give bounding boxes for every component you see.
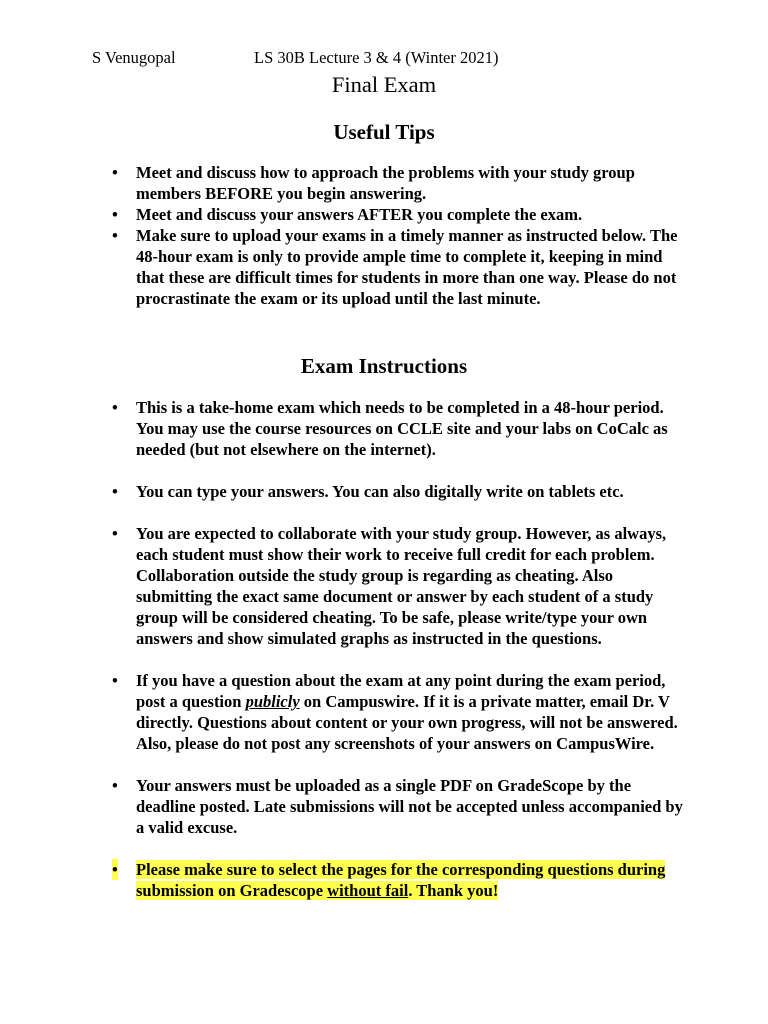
instruction-text: This is a take-home exam which needs to be completed in a 48-hour period. You may use the course resources on CCLE site and your labs on CoCalc as needed (but not elsewhere on the internet). — [136, 398, 668, 459]
instruction-item — [0, 775, 684, 838]
instructions-heading: Exam Instructions — [300, 354, 468, 378]
author-name: S Venugopal — [92, 48, 176, 67]
bullet-icon: • — [112, 205, 118, 224]
tip-item — [0, 162, 684, 204]
instruction-item — [0, 481, 684, 502]
instruction-text: You can type your answers. You can also digitally write on tablets etc. — [136, 482, 624, 501]
emphasis-publicly: publicly — [245, 692, 300, 711]
bullet-icon: • — [112, 398, 118, 417]
highlighted-instruction-item — [0, 859, 684, 901]
bullet-icon: • — [112, 776, 118, 795]
bullet-icon: • — [112, 482, 118, 501]
tip-text: Make sure to upload your exams in a timely manner as instructed below. The 48-hour exam is only to provide ample time to complete it, keeping in mind that these are difficult times for students in more than one way. Please do not procrastinate the exam or its upload until the last minute. — [136, 226, 678, 308]
tip-text: Meet and discuss how to approach the problems with your study group members BEFORE you begin answering. — [136, 163, 635, 203]
tip-item — [0, 225, 684, 309]
course-name: LS 30B Lecture 3 & 4 (Winter 2021) — [254, 48, 499, 67]
bullet-icon: • — [112, 860, 118, 879]
instruction-text: You are expected to collaborate with your study group. However, as always, each student must show their work to receive full credit for each problem. Collaboration outside the study group is regarding as cheating. Also submitting the exact same document or answer by each student of a study group will be considered cheating. To be safe, please write/type your own answers and show simulated graphs as instructed in the questions. — [136, 524, 667, 648]
bullet-icon: • — [112, 671, 118, 690]
bullet-icon: • — [112, 226, 118, 245]
bullet-icon: • — [112, 163, 118, 182]
instruction-item — [0, 523, 684, 649]
tip-text: Meet and discuss your answers AFTER you complete the exam. — [136, 205, 583, 224]
tips-heading: Useful Tips — [333, 120, 435, 144]
document-title: Final Exam — [331, 72, 437, 97]
instruction-text: Your answers must be uploaded as a single PDF on GradeScope by the deadline posted. Late submissions will not be accepted unless accompanied by a valid excuse. — [136, 776, 683, 837]
emphasis-without-fail: without fail — [327, 881, 409, 900]
highlighted-instruction-text: Please make sure to select the pages for the corresponding questions during submission on Gradescope without fail. Thank you! — [136, 860, 666, 900]
instruction-text: If you have a question about the exam at any point during the exam period, post a question publicly on Campuswire. If it is a private matter, email Dr. V directly. Questions about content or your own progress, will not be answered. Also, please do not post any screenshots of your answers on CampusWire. — [136, 671, 678, 753]
instruction-item — [0, 397, 684, 460]
instructions-list — [0, 397, 768, 901]
tip-item — [0, 204, 684, 225]
instruction-item — [0, 670, 684, 754]
bullet-icon: • — [112, 524, 118, 543]
tips-list — [0, 162, 768, 309]
page-header — [92, 48, 499, 68]
